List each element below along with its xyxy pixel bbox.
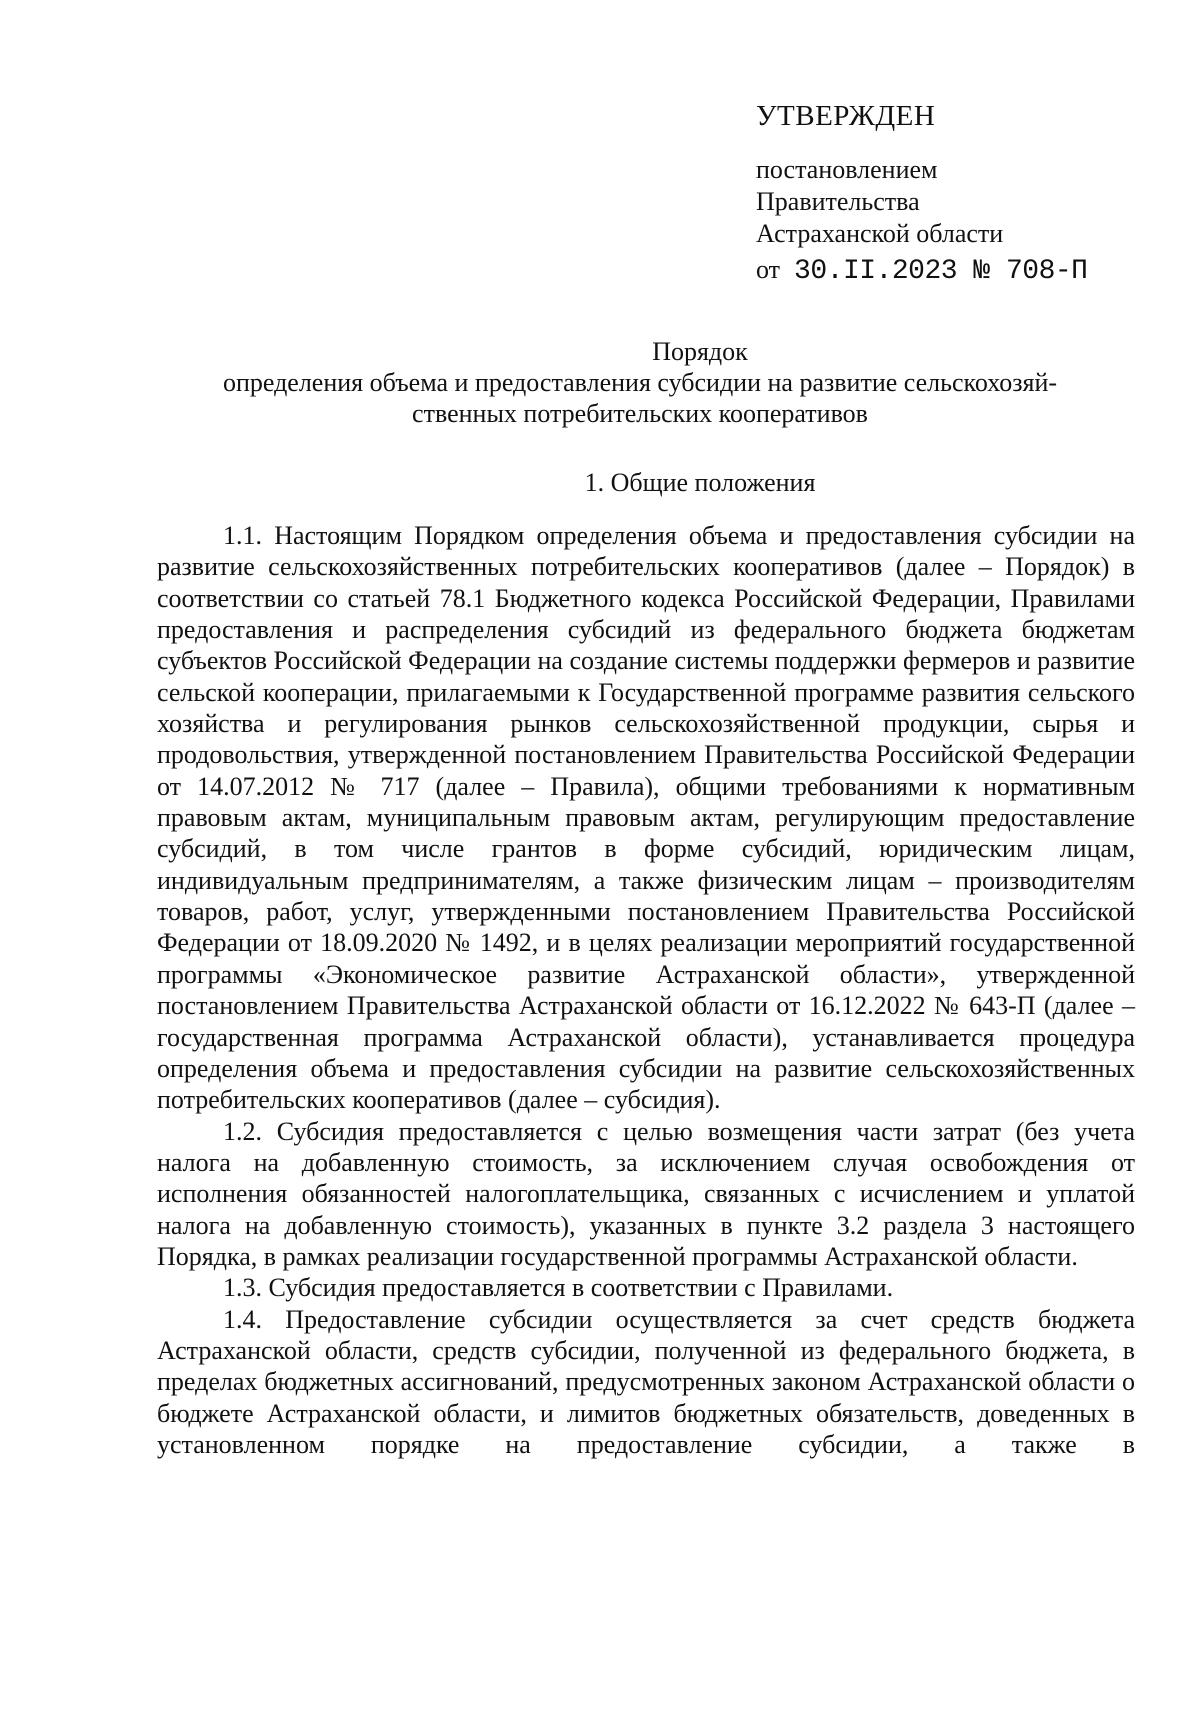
section-heading	[150, 467, 1130, 498]
title-name: Порядок	[652, 337, 748, 366]
approval-line-2: Правительства	[756, 187, 920, 216]
approval-date-row	[756, 254, 1176, 288]
paragraph-1-3: 1.3. Субсидия предоставляется в соответствии с Правилами.	[223, 1273, 894, 1303]
paragraph-1-4: 1.4. Предоставление субсидии осуществляется за счет средств бюджета Астраханской области, средств субсидии, полученной из федерального бюджета, в пределах бюджетных ассигнований, предусмотренных законом Астраханской области о бюджете Астраханской области, и лимитов бюджетных обязательств, доведенных в установленном порядке на предоставление субсидии, а также в	[157, 1304, 1135, 1459]
document-title	[150, 336, 1130, 429]
approval-line-3: Астраханской области	[756, 219, 1004, 248]
document-body	[157, 520, 1135, 1460]
paragraph-1-1: 1.1. Настоящим Порядком определения объема и предоставления субсидии на развитие сельскохозяйственных потребительских кооперативов (далее – Порядок) в соответствии со статьей 78.1 Бюджетного кодекса Российской Федерации, Правилами предоставления и распределения субсидий из федерального бюджета бюджетам субъектов Российской Федерации на создание системы поддержки фермеров и развитие сельской кооперации, прилагаемыми к Государственной программе развития сельского хозяйства и регулирования рынков сельскохозяйственной продукции, сырья и продовольствия, утвержденной постановлением Правительства Российской Федерации от 14.07.2012 № 717 (далее – Правила), общими требованиями к нормативным правовым актам, муниципальным правовым актам, регулирующим предоставление субсидий, в том числе грантов в форме субсидий, юридическим лицам, индивидуальным предпринимателям, а также физическим лицам – производителям товаров, работ, услуг, утвержденными постановлением Правительства Российской Федерации от 18.09.2020 № 1492, и в целях реализации мероприятий государственной программы «Экономическое развитие Астраханской области», утвержденной постановлением Правительства Астраханской области от 16.12.2022 № 643-П (далее – государственная программа Астраханской области), устанавливается процедура определения объема и предоставления субсидии на развитие сельскохозяйственных потребительских кооперативов (далее – субсидия).	[157, 521, 1135, 1115]
approval-date-stamp: 30.II.2023 № 708-П	[794, 256, 1088, 287]
approval-date-prefix: от	[756, 255, 781, 284]
approval-line-1: постановлением	[756, 155, 938, 184]
title-line-1: определения объема и предоставления субсидии на развитие сельскохозяй-	[222, 368, 1058, 397]
title-line-2: ственных потребительских кооперативов	[412, 399, 868, 428]
approval-block	[756, 98, 1176, 288]
section-1-heading: 1. Общие положения	[584, 468, 816, 497]
paragraph-1-2: 1.2. Субсидия предоставляется с целью возмещения части затрат (без учета налога на добавленную стоимость, за исключением случая освобождения от исполнения обязанностей налогоплательщика, связанных с исчислением и уплатой налога на добавленную стоимость), указанных в пункте 3.2 раздела 3 настоящего Порядка, в рамках реализации государственной программы Астраханской области.	[157, 1116, 1135, 1271]
approval-heading: УТВЕРЖДЕН	[756, 100, 936, 132]
